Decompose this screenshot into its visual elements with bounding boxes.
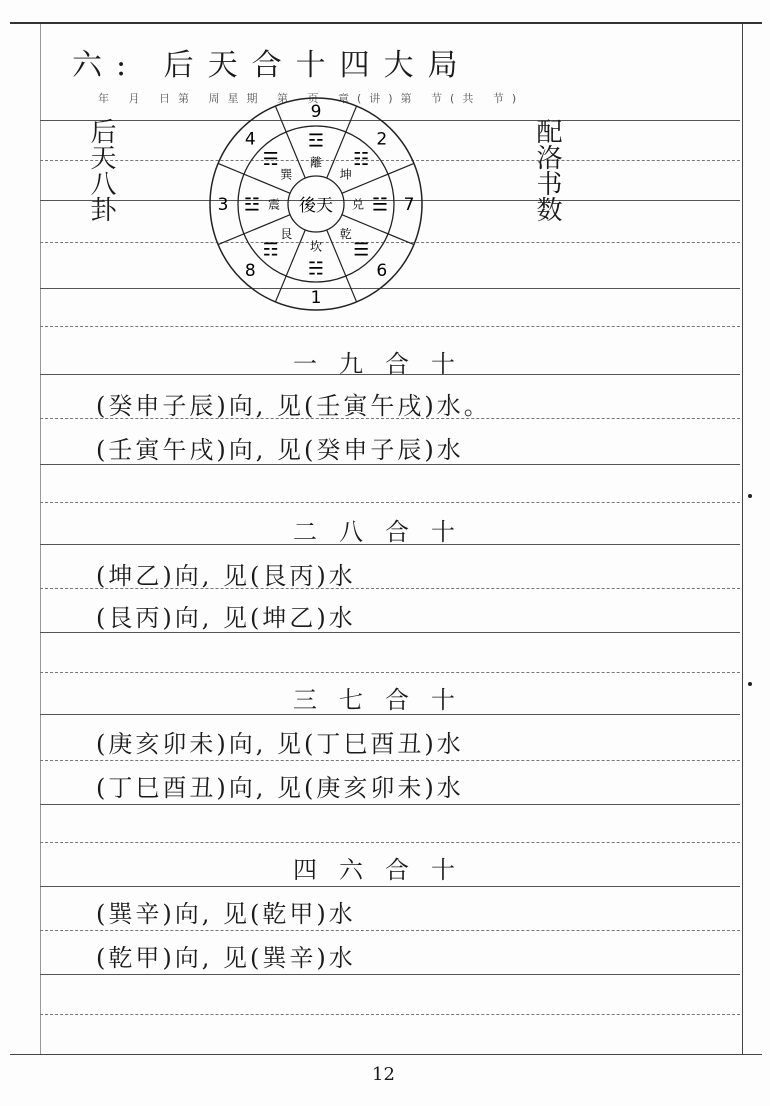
section-heading-3-7: 三七合十 xyxy=(293,686,477,714)
ruled-line xyxy=(40,760,740,761)
bagua-wheel-diagram xyxy=(206,94,426,314)
trigram-symbol-icon: ☱ xyxy=(371,194,389,216)
page-top-border xyxy=(10,22,762,24)
ruled-line xyxy=(40,804,740,805)
section-heading-2-8: 二八合十 xyxy=(293,518,477,546)
ruled-line xyxy=(40,842,740,843)
trigram-name-label: 艮 xyxy=(280,227,293,242)
diagram-number-label: 4 xyxy=(244,129,256,150)
diagram-number-label: 3 xyxy=(217,195,229,216)
page-number: 12 xyxy=(372,1064,395,1085)
ruled-line xyxy=(40,930,740,931)
page-title: 六: 后天合十四大局 xyxy=(72,48,472,83)
trigram-symbol-icon: ☷ xyxy=(353,149,370,171)
rule-line-1a: (癸申子辰)向, 见(壬寅午戌)水。 xyxy=(96,392,491,420)
trigram-name-label: 離 xyxy=(309,155,323,170)
rule-line-3a: (庚亥卯未)向, 见(丁巳酉丑)水 xyxy=(96,730,464,758)
binding-hole xyxy=(748,494,752,498)
diagram-number-label: 2 xyxy=(376,129,388,150)
rule-line-4b: (乾甲)向, 见(巽辛)水 xyxy=(96,944,356,972)
trigram-name-label: 坎 xyxy=(309,239,323,254)
trigram-name-label: 乾 xyxy=(339,227,352,242)
trigram-symbol-icon: ☰ xyxy=(353,239,370,261)
trigram-name-label: 巽 xyxy=(280,167,293,182)
trigram-symbol-icon: ☲ xyxy=(307,130,325,152)
trigram-symbol-icon: ☵ xyxy=(307,258,325,280)
rule-line-3b: (丁巳酉丑)向, 见(庚亥卯未)水 xyxy=(96,774,464,802)
rule-line-1b: (壬寅午戌)向, 见(癸申子辰)水 xyxy=(96,436,464,464)
ruled-line xyxy=(40,1014,740,1015)
diagram-number-label: 7 xyxy=(403,195,415,216)
diagram-number-label: 9 xyxy=(310,102,322,123)
ruled-line xyxy=(40,502,740,503)
left-vertical-label: 后天八卦 xyxy=(86,118,116,222)
diagram-number-label: 8 xyxy=(244,260,256,281)
trigram-symbol-icon: ☴ xyxy=(262,149,279,171)
trigram-name-label: 震 xyxy=(267,197,281,212)
ruled-line xyxy=(40,672,740,673)
ruled-line xyxy=(40,886,740,887)
rule-line-2b: (艮丙)向, 见(坤乙)水 xyxy=(96,604,356,632)
ruled-line xyxy=(40,974,740,975)
section-heading-1-9: 一九合十 xyxy=(293,350,477,378)
diagram-number-label: 1 xyxy=(310,288,322,309)
diagram-number-label: 6 xyxy=(376,260,388,281)
right-vertical-label: 配洛书数 xyxy=(532,118,562,222)
ruled-line xyxy=(40,326,740,327)
page-header-template: 年 月 日第 周星期 第 页 章(讲)第 节(共 节) xyxy=(98,92,525,105)
trigram-symbol-icon: ☶ xyxy=(262,239,279,261)
rule-line-4a: (巽辛)向, 见(乾甲)水 xyxy=(96,900,356,928)
trigram-name-label: 兑 xyxy=(351,197,365,212)
trigram-name-label: 坤 xyxy=(339,167,352,182)
rule-line-2a: (坤乙)向, 见(艮丙)水 xyxy=(96,562,356,590)
diagram-center-label: 後天 xyxy=(299,196,333,216)
section-heading-4-6: 四六合十 xyxy=(293,856,477,884)
trigram-symbol-icon: ☳ xyxy=(243,194,261,216)
page-bottom-border xyxy=(10,1054,762,1055)
